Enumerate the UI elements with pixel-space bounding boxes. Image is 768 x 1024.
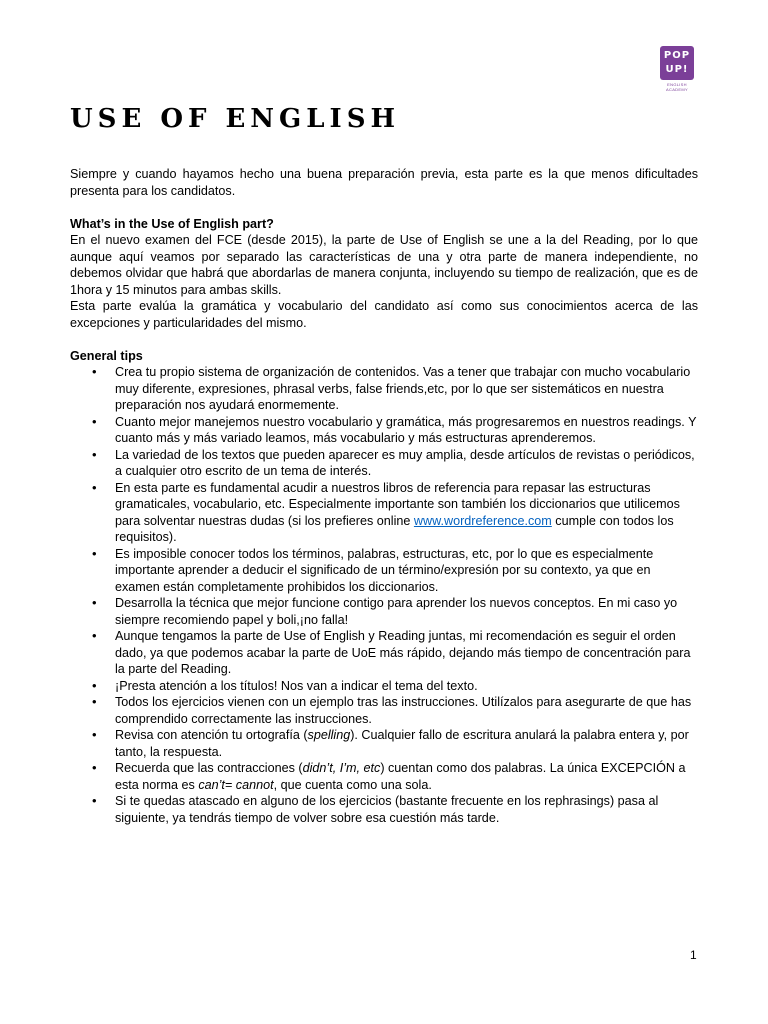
tip-item: • ¡Presta atención a los títulos! Nos van a indicar el tema del texto. <box>70 678 698 695</box>
tip-item <box>70 760 698 793</box>
tip-item: • Desarrolla la técnica que mejor funcione contigo para aprender los nuevos conceptos. En mi caso yo siempre recomiendo papel y boli,¡no falla! <box>70 595 698 628</box>
section-heading-general-tips: General tips <box>70 348 143 363</box>
tip-text: Recuerda que las contracciones ( <box>115 761 303 775</box>
pop-up-logo <box>660 46 694 80</box>
tip-text: ). Cualquier fallo de escritura anulará la palabra entera y, por tanto, la respuesta. <box>115 728 689 759</box>
tip-item: • Cuanto mejor manejemos nuestro vocabulario y gramática, más progresaremos en nuestros readings. Y cuanto más y más variado leamos, más vocabulario y más estructuras aprenderemos. <box>70 414 698 447</box>
section-paragraph-1: En el nuevo examen del FCE (desde 2015), la parte de Use of English se une a la del Reading, por lo que aunque aquí veamos por separado las características de una y otra parte de manera independiente, no debemos olvidar que habrá que abordarlas de manera conjunta, incluyendo su tiempo de realización, que es de 1hora y 15 minutos para ambas skills. <box>70 233 698 297</box>
tip-item: • Todos los ejercicios vienen con un ejemplo tras las instrucciones. Utilízalos para asegurarte de que has comprendido correctamente las instrucciones. <box>70 694 698 727</box>
tip-italic: can’t= cannot <box>198 777 274 792</box>
tip-text: , que cuenta como una sola. <box>273 777 432 792</box>
page-number: 1 <box>690 948 697 962</box>
logo-subtitle: ENGLISH ACADEMY <box>666 82 688 92</box>
tip-item: • Aunque tengamos la parte de Use of English y Reading juntas, mi recomendación es seguir el orden dado, ya que podemos acabar la parte de UoE más rápido, dejando más tiempo de concentración para la parte del Reading. <box>70 628 698 678</box>
page-title: USE OF ENGLISH <box>70 104 401 134</box>
tip-text: Revisa con atención tu ortografía ( <box>115 728 308 742</box>
logo-line2: UP! <box>665 64 689 75</box>
tip-italic: spelling <box>307 728 351 742</box>
tip-item: • Crea tu propio sistema de organización de contenidos. Vas a tener que trabajar con mucho vocabulario muy diferente, expresiones, phrasal verbs, false friends,etc, por lo que ser sistemáticos en nuestra preparación nos ayudará enormemente. <box>70 364 698 414</box>
tip-italic: didn’t, I’m, etc <box>302 761 381 775</box>
tips-list <box>70 364 698 826</box>
tip-text: ) cuentan como dos palabras. La única EXCEPCIÓN a esta norma es <box>115 761 686 792</box>
tip-item <box>70 480 698 546</box>
section-paragraph-2: Esta parte evalúa la gramática y vocabulario del candidato así como sus conocimientos acerca de las excepciones y particularidades del mismo. <box>70 299 698 330</box>
intro-paragraph: Siempre y cuando hayamos hecho una buena preparación previa, esta parte es la que menos dificultades presenta para los candidatos. <box>70 167 698 198</box>
section-heading-use-of-english: What’s in the Use of English part? <box>70 216 274 231</box>
tip-text: cumple con todos los requisitos). <box>115 513 674 544</box>
tip-item <box>70 727 698 760</box>
tip-item: • La variedad de los textos que pueden aparecer es muy amplia, desde artículos de revistas o periódicos, a cualquier otro escrito de un tema de interés. <box>70 447 698 480</box>
tip-item: • Si te quedas atascado en alguno de los ejercicios (bastante frecuente en los rephrasings) pasa al siguiente, ya tendrás tiempo de volver sobre esa cuestión más tarde. <box>70 793 698 826</box>
tip-text: En esta parte es fundamental acudir a nuestros libros de referencia para repasar las estructuras gramaticales, vocabulario, etc. Especialmente importante son también los diccionarios que utilicemos para solventar nuestras dudas (si los prefieres online <box>115 480 680 528</box>
document-body <box>70 166 698 826</box>
wordreference-link[interactable]: www.wordreference.com <box>413 513 552 528</box>
tip-item: • Es imposible conocer todos los términos, palabras, estructuras, etc, por lo que es especialmente importante aprender a deducir el significado de un término/expresión por su contexto, ya que en examen están completamente prohibidos los diccionarios. <box>70 546 698 596</box>
logo-line1: POP <box>663 50 691 61</box>
